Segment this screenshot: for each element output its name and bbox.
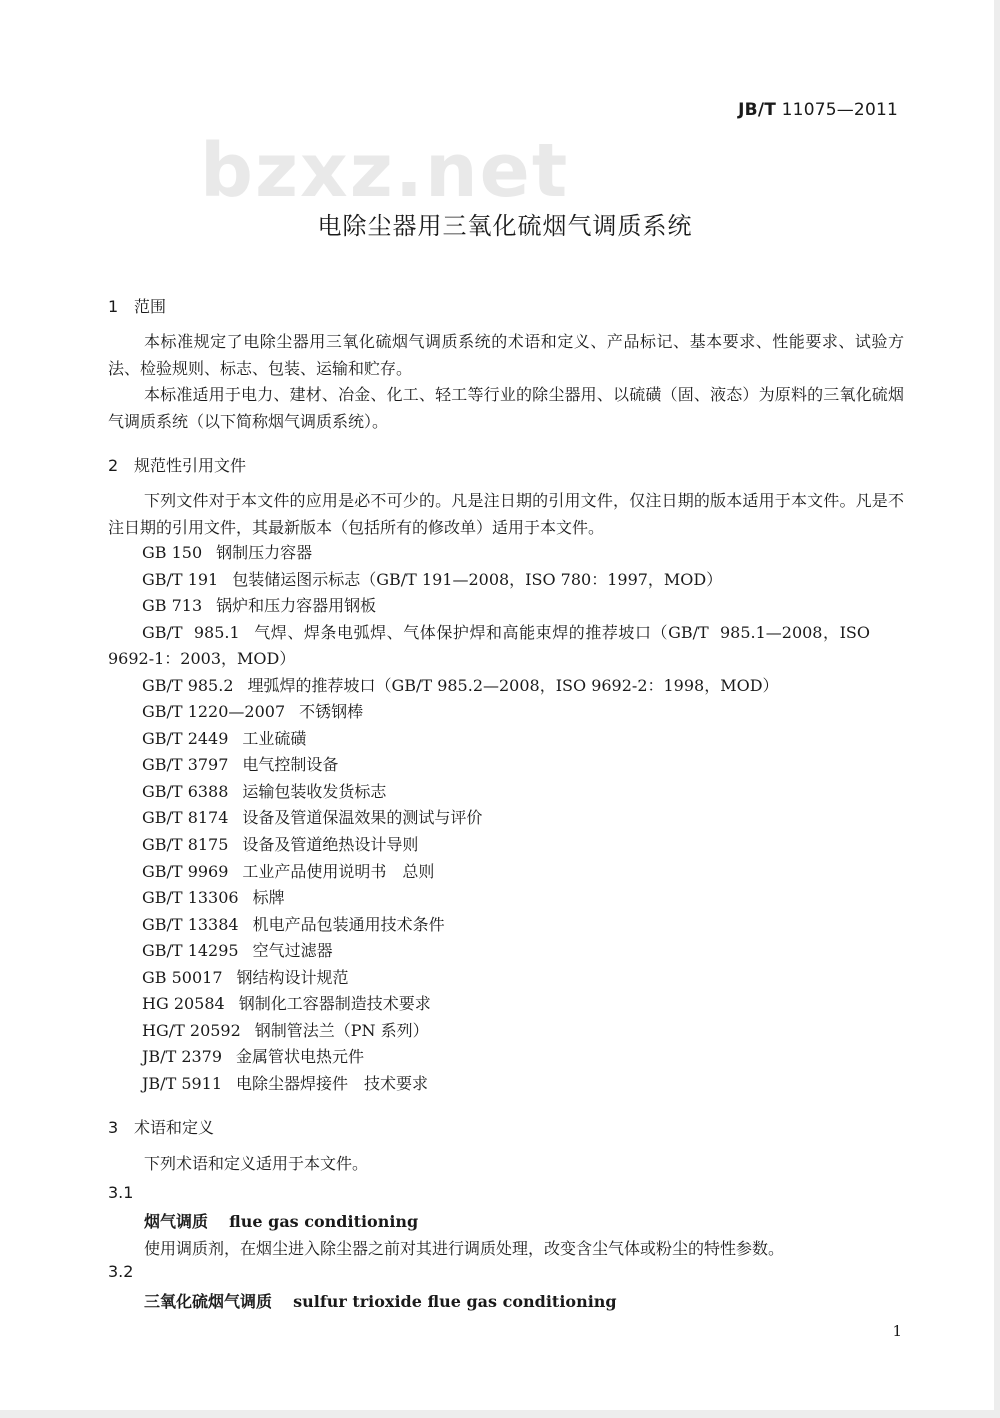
reference-title: 包装储运图示标志（GB/T 191—2008，ISO 780：1997，MOD） xyxy=(232,569,723,589)
reference-code: GB 713 xyxy=(142,596,203,616)
reference-code: GB/T 2449 xyxy=(142,728,229,748)
reference-code: GB/T 191 xyxy=(142,569,219,589)
reference-title: 金属管状电热元件 xyxy=(236,1047,365,1067)
reference-code: GB/T 6388 xyxy=(142,781,229,801)
reference-title: 工业产品使用说明书 总则 xyxy=(242,861,435,881)
reference-item xyxy=(142,805,870,832)
reference-item xyxy=(142,699,870,726)
term-heading xyxy=(144,1209,418,1232)
reference-item xyxy=(142,965,870,992)
reference-item xyxy=(142,726,870,753)
reference-code: GB 150 xyxy=(142,543,203,562)
reference-item xyxy=(142,912,870,939)
reference-list xyxy=(108,540,876,1097)
reference-code: GB/T 8175 xyxy=(142,835,229,855)
reference-title: 工业硫磺 xyxy=(242,728,307,748)
reference-code: GB 50017 xyxy=(142,967,223,987)
reference-code: GB/T 1220—2007 xyxy=(142,702,286,722)
reference-item xyxy=(142,752,870,779)
scope-paragraph-2: 本标准适用于电力、建材、冶金、化工、轻工等行业的除尘器用、以硫磺（固、液态）为原料的三氧化硫烟气调质系统（以下简称烟气调质系统）。 xyxy=(108,385,904,431)
reference-title: 钢制管法兰（PN 系列） xyxy=(254,1020,429,1040)
standard-prefix: JB/T xyxy=(738,100,777,120)
reference-title: 标牌 xyxy=(252,888,285,908)
term-heading xyxy=(144,1289,617,1312)
reference-code: GB/T 13384 xyxy=(142,914,239,934)
term-name-en: flue gas conditioning xyxy=(229,1212,419,1231)
reference-item xyxy=(142,1044,870,1071)
reference-code: GB/T 14295 xyxy=(142,941,239,961)
reference-item xyxy=(142,567,870,594)
normative-references-intro: 下列文件对于本文件的应用是必不可少的。凡是注日期的引用文件，仅注日期的版本适用于本文件。凡是不注日期的引用文件，其最新版本（包括所有的修改单）适用于本文件。 xyxy=(108,491,904,537)
reference-code: JB/T 2379 xyxy=(142,1047,223,1067)
section-number: 1 xyxy=(108,297,119,316)
reference-code: GB/T 3797 xyxy=(142,755,229,775)
reference-code: GB/T 985.1 xyxy=(142,622,240,642)
reference-title: 气焊、焊条电弧焊、气体保护焊和高能束焊的推荐坡口（GB/T 985.1—2008，ISO 9692-1：2003，MOD） xyxy=(108,622,876,669)
reference-code: GB/T 9969 xyxy=(142,861,229,881)
reference-item xyxy=(142,779,870,806)
term-name-cn: 烟气调质 xyxy=(144,1212,209,1231)
reference-item xyxy=(142,1018,870,1045)
standard-code xyxy=(738,100,898,120)
section-2-heading xyxy=(108,453,246,476)
reference-code: GB/T 8174 xyxy=(142,808,229,828)
reference-item xyxy=(142,938,870,965)
reference-item xyxy=(142,832,870,859)
reference-title: 钢制压力容器 xyxy=(216,543,313,562)
section-title: 规范性引用文件 xyxy=(134,456,247,475)
reference-title: 设备及管道绝热设计导则 xyxy=(242,835,419,855)
reference-item xyxy=(142,593,870,620)
reference-code: GB/T 13306 xyxy=(142,888,239,908)
reference-code: HG 20584 xyxy=(142,994,225,1014)
reference-title: 钢制化工容器制造技术要求 xyxy=(238,994,431,1014)
reference-title: 钢结构设计规范 xyxy=(236,967,349,987)
reference-title: 设备及管道保温效果的测试与评价 xyxy=(242,808,483,828)
reference-title: 电气控制设备 xyxy=(242,755,339,775)
reference-item xyxy=(142,991,870,1018)
section-title: 范围 xyxy=(134,297,167,316)
reference-code: HG/T 20592 xyxy=(142,1020,241,1040)
term-number: 3.1 xyxy=(108,1183,134,1202)
document-title: 电除尘器用三氧化硫烟气调质系统 xyxy=(317,212,693,240)
reference-title: 机电产品包装通用技术条件 xyxy=(252,914,445,934)
reference-code: JB/T 5911 xyxy=(142,1073,223,1093)
standard-number: 11075—2011 xyxy=(781,100,898,120)
watermark: bzxz.net xyxy=(200,128,570,214)
reference-title: 电除尘器焊接件 技术要求 xyxy=(236,1073,429,1093)
reference-code: GB/T 985.2 xyxy=(142,675,234,695)
reference-item xyxy=(142,885,870,912)
section-1-heading xyxy=(108,294,166,317)
term-number: 3.2 xyxy=(108,1262,134,1281)
section-number: 3 xyxy=(108,1118,119,1137)
section-title: 术语和定义 xyxy=(134,1118,215,1137)
reference-title: 不锈钢棒 xyxy=(299,702,364,722)
reference-item xyxy=(108,620,876,673)
term-name-cn: 三氧化硫烟气调质 xyxy=(144,1292,273,1311)
term-definition: 使用调质剂，在烟尘进入除尘器之前对其进行调质处理，改变含尘气体或粉尘的特性参数。 xyxy=(144,1239,785,1258)
reference-item xyxy=(142,1071,870,1098)
reference-item xyxy=(142,673,870,700)
reference-item xyxy=(142,540,870,567)
section-number: 2 xyxy=(108,456,119,475)
scope-paragraph-1: 本标准规定了电除尘器用三氧化硫烟气调质系统的术语和定义、产品标记、基本要求、性能要求、试验方法、检验规则、标志、包装、运输和贮存。 xyxy=(108,332,904,378)
reference-title: 空气过滤器 xyxy=(252,941,333,961)
term-name-en: sulfur trioxide flue gas conditioning xyxy=(293,1292,617,1311)
reference-title: 锅炉和压力容器用钢板 xyxy=(216,596,377,616)
terms-intro: 下列术语和定义适用于本文件。 xyxy=(144,1154,369,1173)
reference-item xyxy=(142,859,870,886)
reference-title: 运输包装收发货标志 xyxy=(242,781,387,801)
section-3-heading xyxy=(108,1115,214,1138)
page-number: 1 xyxy=(892,1322,902,1340)
reference-title: 埋弧焊的推荐坡口（GB/T 985.2—2008，ISO 9692-2：1998，MOD） xyxy=(247,675,779,695)
